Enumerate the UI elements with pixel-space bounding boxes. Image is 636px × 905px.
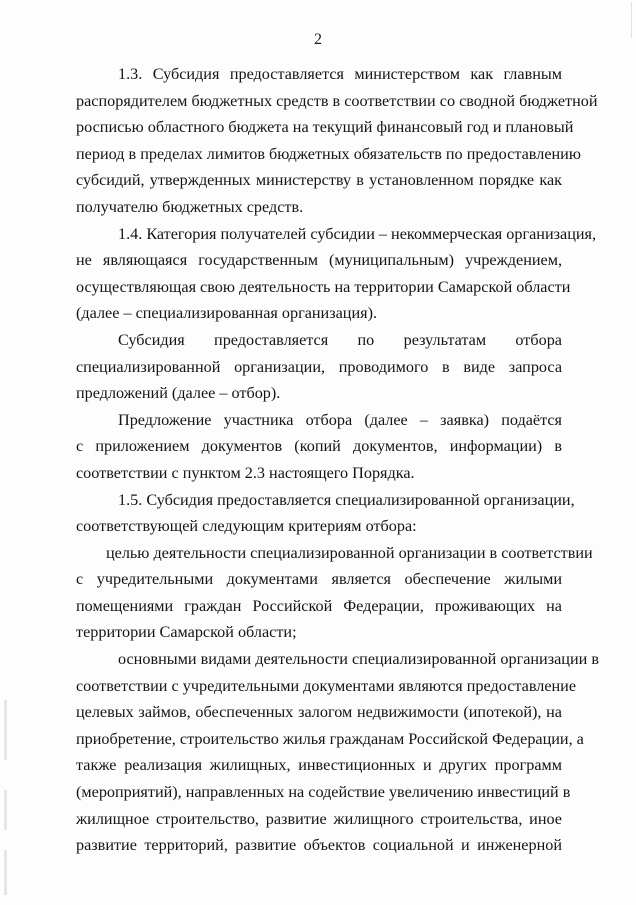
text-line: развитие территорий, развитие объектов социальной и инженерной: [76, 836, 562, 855]
text-line: Предложение участника отбора (далее – заявка) подаётся: [118, 410, 562, 429]
text-line: Субсидия предоставляется по результатам отбора: [118, 330, 562, 349]
page-number: 2: [314, 31, 322, 48]
text-line: распорядителем бюджетных средств в соответствии со сводной бюджетной: [76, 91, 598, 110]
text-line: специализированной организации, проводимого в виде запроса: [76, 357, 562, 376]
text-line: помещениями граждан Российской Федерации, проживающих на: [76, 596, 562, 615]
text-line: соответствии с учредительными документами являются предоставление: [76, 676, 577, 695]
paragraph: [76, 407, 562, 487]
scan-artifact: [4, 700, 7, 760]
paragraph: [76, 327, 562, 407]
text-line: жилищное строительство, развитие жилищного строительства, иное: [76, 809, 562, 828]
text-line: целью деятельности специализированной организации в соответствии: [106, 543, 593, 562]
text-line: также реализация жилищных, инвестиционных и других программ: [76, 756, 562, 775]
text-line: субсидий, утвержденных министерству в установленном порядке как: [76, 171, 562, 190]
text-line: приобретение, строительство жилья гражданам Российской Федерации, а: [76, 729, 584, 748]
text-line: предложений (далее – отбор).: [76, 384, 281, 403]
scan-artifact: [4, 790, 7, 830]
text-line: 1.3. Субсидия предоставляется министерством как главным: [118, 65, 562, 83]
paragraph: [76, 221, 597, 327]
text-line: с учредительными документами является обеспечение жилыми: [76, 570, 562, 589]
paragraph: [76, 540, 593, 646]
text-line: 1.5. Субсидия предоставляется специализированной организации,: [118, 490, 575, 509]
text-line: получателю бюджетных средств.: [76, 197, 304, 216]
text-line: 1.4. Категория получателей субсидии – некоммерческая организация,: [118, 224, 597, 243]
text-line: росписью областного бюджета на текущий финансовый год и плановый: [76, 118, 574, 137]
paragraph: [76, 646, 599, 859]
text-line: осуществляющая свою деятельность на территории Самарской области: [76, 277, 571, 296]
text-line: (далее – специализированная организация).: [76, 304, 378, 323]
paragraph: [76, 487, 575, 540]
text-line: целевых займов, обеспеченных залогом недвижимости (ипотекой), на: [76, 703, 562, 722]
document-body: [76, 61, 599, 859]
scan-artifact: [4, 850, 7, 895]
paragraph: [76, 61, 598, 221]
text-line: территории Самарской области;: [76, 623, 297, 642]
text-line: соответствующей следующим критериям отбора:: [76, 517, 417, 536]
text-line: с приложением документов (копий документов, информации) в: [76, 437, 562, 456]
text-line: период в пределах лимитов бюджетных обязательств по предоставлению: [76, 144, 581, 163]
text-line: не являющаяся государственным (муниципальным) учреждением,: [76, 251, 562, 270]
text-line: основными видами деятельности специализированной организации в: [118, 650, 599, 669]
text-line: соответствии с пунктом 2.3 настоящего Порядка.: [76, 463, 415, 482]
text-line: (мероприятий), направленных на содействие увеличению инвестиций в: [76, 783, 571, 802]
